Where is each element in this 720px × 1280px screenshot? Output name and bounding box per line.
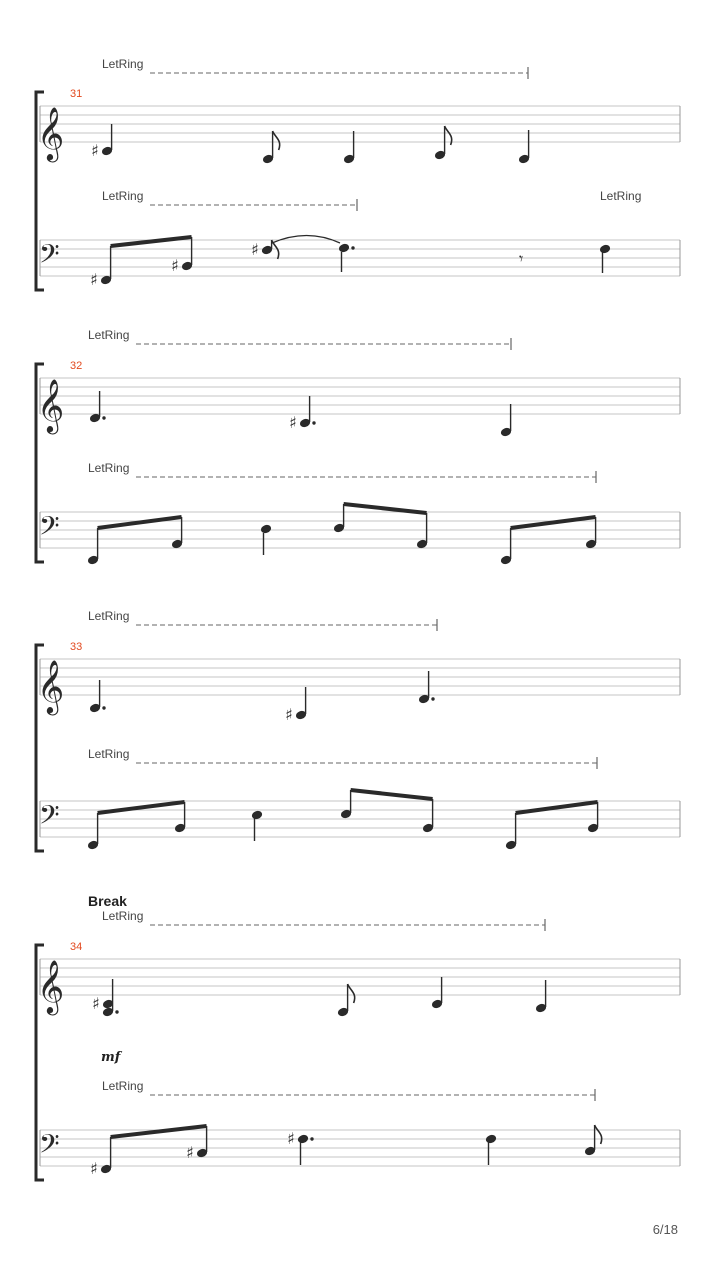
page-number: 6/18	[652, 1222, 678, 1237]
augmentation-dot	[102, 706, 105, 709]
notehead	[260, 524, 272, 535]
sharp-icon: ♯	[90, 1159, 98, 1178]
note-flag	[348, 984, 355, 1003]
treble-staff	[40, 659, 680, 695]
eighth-rest-icon: 𝄾	[519, 249, 524, 268]
note-beam	[351, 790, 433, 799]
treble-clef-icon: 𝄞	[37, 378, 65, 432]
measure-number: 33	[70, 641, 83, 653]
sharp-icon: ♯	[287, 1129, 295, 1148]
sharp-icon: ♯	[171, 256, 179, 275]
sharp-icon: ♯	[90, 270, 98, 289]
sharp-icon: ♯	[251, 240, 259, 259]
notehead	[338, 243, 350, 254]
section-label: Break	[88, 893, 127, 909]
let-ring-label: LetRing	[88, 747, 130, 761]
sharp-icon: ♯	[91, 141, 99, 160]
let-ring-label: LetRing	[88, 609, 130, 623]
sharp-icon: ♯	[285, 705, 293, 724]
treble-clef-icon: 𝄞	[37, 959, 65, 1013]
let-ring-label: LetRing	[102, 57, 144, 71]
bass-clef-icon: 𝄢	[39, 799, 60, 837]
tie-icon	[272, 236, 340, 244]
treble-staff	[40, 959, 680, 995]
notehead	[297, 1134, 309, 1145]
augmentation-dot	[115, 1010, 118, 1013]
note-beam	[98, 517, 182, 528]
bass-clef-icon: 𝄢	[39, 1128, 60, 1166]
augmentation-dot	[351, 246, 354, 249]
dynamic-marking: mf	[101, 1050, 121, 1065]
treble-clef-icon: 𝄞	[37, 106, 65, 160]
sharp-icon: ♯	[289, 413, 297, 432]
note-beam	[111, 237, 192, 246]
bass-staff	[40, 240, 680, 276]
bass-clef-icon: 𝄢	[39, 510, 60, 548]
let-ring-label: LetRing	[102, 1079, 144, 1093]
bass-clef-icon: 𝄢	[39, 238, 60, 276]
augmentation-dot	[102, 416, 105, 419]
let-ring-label: LetRing	[600, 189, 642, 203]
let-ring-label: LetRing	[88, 461, 130, 475]
let-ring-label: LetRing	[88, 328, 130, 342]
treble-staff	[40, 378, 680, 414]
treble-staff	[40, 106, 680, 142]
let-ring-label: LetRing	[102, 189, 144, 203]
measure-number: 34	[70, 941, 83, 953]
notehead	[599, 244, 611, 255]
measure-number: 32	[70, 360, 83, 372]
note-beam	[516, 802, 598, 813]
note-flag	[273, 131, 280, 150]
augmentation-dot	[431, 697, 434, 700]
sharp-icon: ♯	[186, 1143, 194, 1162]
note-beam	[111, 1126, 207, 1137]
let-ring-label: LetRing	[102, 909, 144, 923]
note-flag	[595, 1125, 602, 1144]
treble-clef-icon: 𝄞	[37, 659, 65, 713]
augmentation-dot	[312, 421, 315, 424]
measure-number: 31	[70, 88, 83, 100]
note-beam	[511, 517, 596, 528]
note-beam	[98, 802, 185, 813]
sharp-icon: ♯	[92, 994, 100, 1013]
augmentation-dot	[310, 1137, 313, 1140]
notehead	[485, 1134, 497, 1145]
